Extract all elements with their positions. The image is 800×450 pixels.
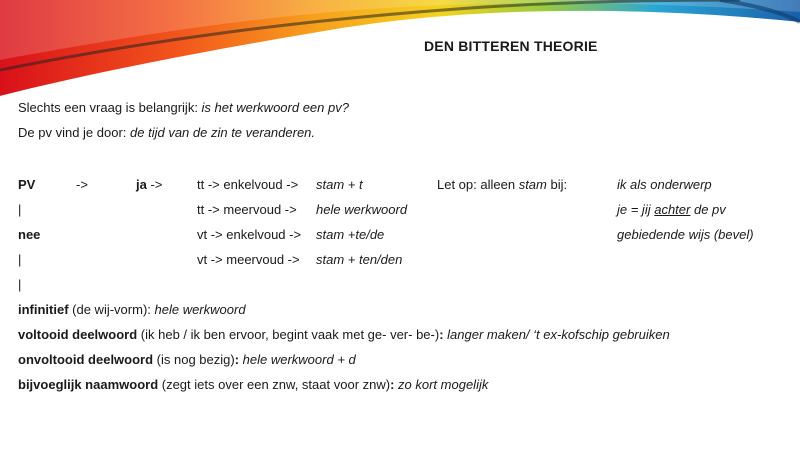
form-colon: : bbox=[439, 327, 448, 342]
ja-label: ja bbox=[136, 177, 147, 192]
flow-pipe-2: | bbox=[18, 252, 22, 267]
form-term: infinitief bbox=[18, 302, 69, 317]
form-desc: (is nog bezig) bbox=[153, 352, 235, 367]
stam-note-prefix: Let op: alleen bbox=[437, 177, 519, 192]
rule-condition: vt -> meervoud -> bbox=[197, 252, 300, 267]
form-term: onvoltooid deelwoord bbox=[18, 352, 154, 367]
form-bijvoeglijk-naamwoord bbox=[18, 377, 488, 393]
pv-label: PV bbox=[18, 177, 36, 192]
stam-note-item: gebiedende wijs (bevel) bbox=[617, 227, 754, 242]
form-voltooid-deelwoord bbox=[18, 327, 670, 343]
form-onvoltooid-deelwoord bbox=[18, 352, 356, 368]
rule-condition: tt -> enkelvoud -> bbox=[197, 177, 299, 192]
intro-line-1-question: is het werkwoord een pv? bbox=[201, 100, 349, 115]
rule-condition: vt -> enkelvoud -> bbox=[197, 227, 302, 242]
flow-pipe-1: | bbox=[18, 202, 22, 217]
stam-note-suffix: bij: bbox=[546, 177, 568, 192]
intro-line-1-text: Slechts een vraag is belangrijk: bbox=[18, 100, 202, 115]
form-rule: zo kort mogelijk bbox=[398, 377, 489, 392]
form-term: bijvoeglijk naamwoord bbox=[18, 377, 159, 392]
stam-note-keyword: stam bbox=[518, 177, 547, 192]
form-rule: hele werkwoord bbox=[154, 302, 246, 317]
stam-note-item bbox=[617, 202, 726, 218]
rule-result: stam + ten/den bbox=[316, 252, 403, 267]
ja-arrow: -> bbox=[150, 177, 163, 192]
flow-pipe-3: | bbox=[18, 277, 22, 292]
intro-line-2-text: De pv vind je door: bbox=[18, 125, 131, 140]
rule-result: hele werkwoord bbox=[316, 202, 408, 217]
form-desc: (de wij-vorm): bbox=[68, 302, 155, 317]
pv-arrow: -> bbox=[76, 177, 88, 192]
stam-note-item-post: de pv bbox=[690, 202, 726, 217]
stam-note-item-pre: je = jij bbox=[617, 202, 655, 217]
intro-line-2 bbox=[18, 125, 315, 141]
slide-title: DEN BITTEREN THEORIE bbox=[424, 38, 598, 54]
rule-condition: tt -> meervoud -> bbox=[197, 202, 297, 217]
form-infinitief bbox=[18, 302, 246, 318]
rule-result: stam + t bbox=[316, 177, 363, 192]
form-term: voltooid deelwoord bbox=[18, 327, 138, 342]
form-colon: : bbox=[234, 352, 243, 367]
intro-line-2-method: de tijd van de zin te veranderen. bbox=[130, 125, 316, 140]
rainbow-banner-decoration bbox=[0, 0, 800, 100]
form-rule: langer maken/ ‘t ex-kofschip gebruiken bbox=[447, 327, 670, 342]
form-colon: : bbox=[390, 377, 399, 392]
ja-branch bbox=[136, 177, 162, 193]
form-desc: (zegt iets over een znw, staat voor znw) bbox=[158, 377, 391, 392]
stam-note bbox=[437, 177, 567, 193]
intro-line-1 bbox=[18, 100, 349, 116]
rule-result: stam +te/de bbox=[316, 227, 385, 242]
stam-note-item: ik als onderwerp bbox=[617, 177, 712, 192]
nee-label: nee bbox=[18, 227, 41, 242]
form-desc: (ik heb / ik ben ervoor, begint vaak met ge- ver- be-) bbox=[137, 327, 440, 342]
form-rule: hele werkwoord + d bbox=[242, 352, 356, 367]
stam-note-item-underlined: achter bbox=[654, 202, 691, 217]
